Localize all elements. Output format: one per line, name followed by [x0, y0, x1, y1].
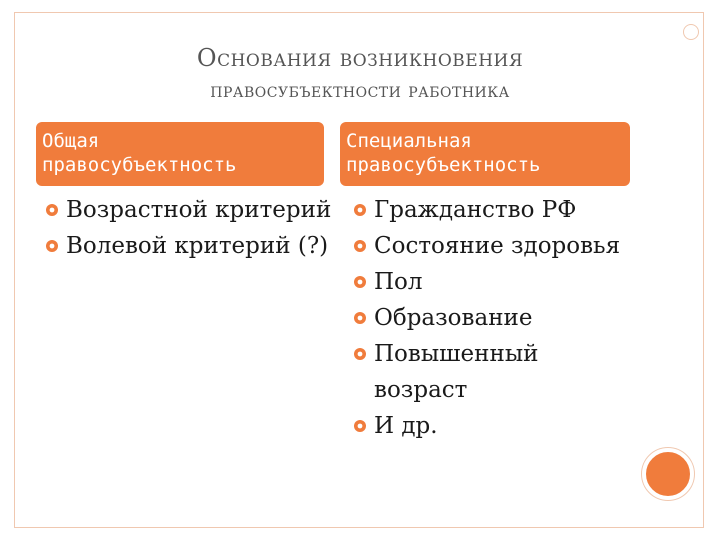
header-line2: правосубъектность — [346, 154, 541, 176]
gear-bullet-icon — [44, 238, 60, 254]
slide-title-line2: правосубъектности работника — [210, 78, 510, 102]
gear-bullet-icon — [352, 310, 368, 326]
header-line2: правосубъектность — [42, 154, 237, 176]
list-item-text: Пол — [374, 269, 423, 295]
list-item — [350, 264, 630, 300]
list-item — [350, 408, 630, 444]
header-line1: Общая — [42, 130, 100, 152]
binder-ring-icon — [683, 24, 699, 40]
column-header-general — [36, 122, 324, 186]
slide-title-line1: Основания возникновения — [196, 44, 524, 72]
list-item-text: Волевой критерий (?) — [66, 233, 329, 259]
column-header-special — [340, 122, 630, 186]
list-item — [42, 192, 332, 228]
special-criteria-list — [350, 192, 630, 444]
gear-bullet-icon — [352, 346, 368, 362]
list-item-text: И др. — [374, 413, 438, 439]
list-item-text: Гражданство РФ — [374, 197, 577, 223]
gear-bullet-icon — [352, 274, 368, 290]
general-criteria-list — [42, 192, 332, 264]
list-item-text: Состояние здоровья — [374, 233, 621, 259]
list-item — [350, 336, 630, 408]
gear-bullet-icon — [44, 202, 60, 218]
gear-bullet-icon — [352, 418, 368, 434]
decorative-circle — [642, 448, 694, 500]
list-item — [42, 228, 332, 264]
header-line1: Специальная — [346, 130, 472, 152]
list-item-text: Образование — [374, 305, 533, 331]
gear-bullet-icon — [352, 202, 368, 218]
list-item-text: Возрастной критерий — [66, 197, 332, 223]
list-item-text: Повышенный возраст — [374, 341, 539, 403]
list-item — [350, 300, 630, 336]
list-item — [350, 228, 630, 264]
list-item — [350, 192, 630, 228]
gear-bullet-icon — [352, 238, 368, 254]
